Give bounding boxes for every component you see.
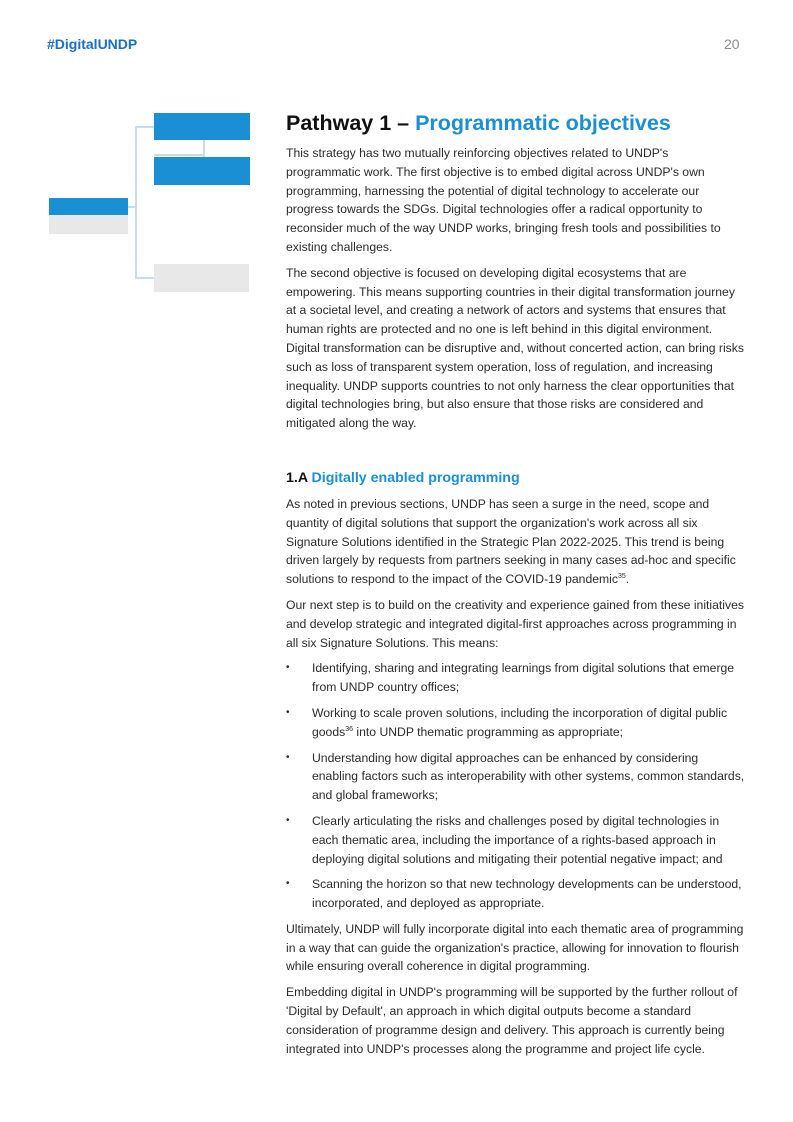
section-paragraph-text: As noted in previous sections, UNDP has seen a surge in the need, scope and quantity of digital solutions that support the organization's work across all six Signature Solutions identified in the Strategic Plan 2022-2025. This trend is being driven largely by requests from partners seeking in many cases ad-hoc and specific solutions to respond to the impact of the COVID-19 pandemic [286,496,736,587]
pathway-title [286,110,746,136]
list-item [286,659,746,697]
bullet-icon: • [286,878,290,890]
bullet-icon: • [286,751,290,763]
section-paragraph: Our next step is to build on the creativity and experience gained from these initiatives and develop strategic and integrated digital-first approaches across programming in all six Signature Solutions. This means: [286,597,744,650]
diagram-box-top [154,113,250,140]
hashtag-header: #DigitalUNDP [47,36,138,52]
list-item [286,704,746,742]
pathway-paragraph: The second objective is focused on developing digital ecosystems that are empowering. This means supporting countries in their digital transformation journey at a societal level, and creating a network of actors and systems that ensures that human rights are protected and no one is left behind in this digital environment. Digital transformation can be disruptive and, without concerted action, can bring risks such as loss of transparent system operation, loss of regulation, and increasing inequality. UNDP supports countries to not only harness the clear opportunities that digital technologies bring, but also ensure that those risks are considered and mitigated along the way. [286,265,744,431]
pathway-diagram [0,0,260,300]
list-item [286,812,746,868]
diagram-connector [128,206,136,208]
diagram-connector [135,277,154,279]
bullet-icon: • [286,706,290,718]
section-heading [286,469,746,487]
pathway-paragraph: This strategy has two mutually reinforcing objectives related to UNDP's programmatic work. The first objective is to embed digital across UNDP's own programming, harnessing the potential of digital technology to accelerate our progress towards the SDGs. Digital technologies offer a radical opportunity to reconsider much of the way UNDP works, bringing fresh tools and possibilities to existing challenges. [286,146,721,254]
diagram-connector [135,126,137,279]
main-content [286,110,746,1065]
section-title: Digitally enabled programming [311,469,520,486]
pathway-title-prefix: Pathway 1 – [286,111,416,135]
list-item [286,875,746,913]
bullet-list [286,659,746,913]
bullet-icon: • [286,814,290,826]
diagram-box-middle [154,157,250,185]
diagram-box-root-shadow [49,215,128,234]
footnote-ref[interactable]: 36 [345,725,354,733]
page-number: 20 [724,36,740,52]
pathway-title-accent: Programmatic objectives [415,111,671,135]
list-item-text: Clearly articulating the risks and challenges posed by digital technologies in each thematic area, including the importance of a rights-based approach in deploying digital solutions and mitigating their potential negative impact; and [312,813,723,866]
bullet-icon: • [286,662,290,674]
list-item-text-end: into UNDP thematic programming as appropriate; [353,724,624,739]
section-paragraph [286,495,746,589]
list-item-text: Identifying, sharing and integrating learnings from digital solutions that emerge from UNDP country offices; [312,661,735,695]
list-item [286,749,746,805]
footnote-ref[interactable]: 35 [617,573,626,581]
diagram-box-bottom [154,264,249,292]
diagram-connector [154,154,204,156]
list-item-text: Understanding how digital approaches can be enhanced by considering enabling factors such as interoperability with other systems, common standards, and global frameworks; [312,750,745,803]
section-paragraph: Ultimately, UNDP will fully incorporate digital into each thematic area of programming in a way that can guide the organization's practice, allowing for innovation to flourish while ensuring overall coherence in digital programming. [286,921,744,974]
section-paragraph-end: . [625,572,630,587]
list-item-text: Working to scale proven solutions, including the incorporation of digital public goods [312,705,728,739]
diagram-box-root [49,198,128,215]
section-number: 1.A [286,469,308,486]
section-paragraph: Embedding digital in UNDP's programming will be supported by the further rollout of 'Digital by Default', an approach in which digital outputs become a standard consideration of programme design and delivery. This approach is currently being integrated into UNDP's processes along the programme and project life cycle. [286,985,738,1056]
diagram-connector [135,126,154,128]
list-item-text: Scanning the horizon so that new technology developments can be understood, incorporated, and deployed as appropriate. [312,877,742,911]
